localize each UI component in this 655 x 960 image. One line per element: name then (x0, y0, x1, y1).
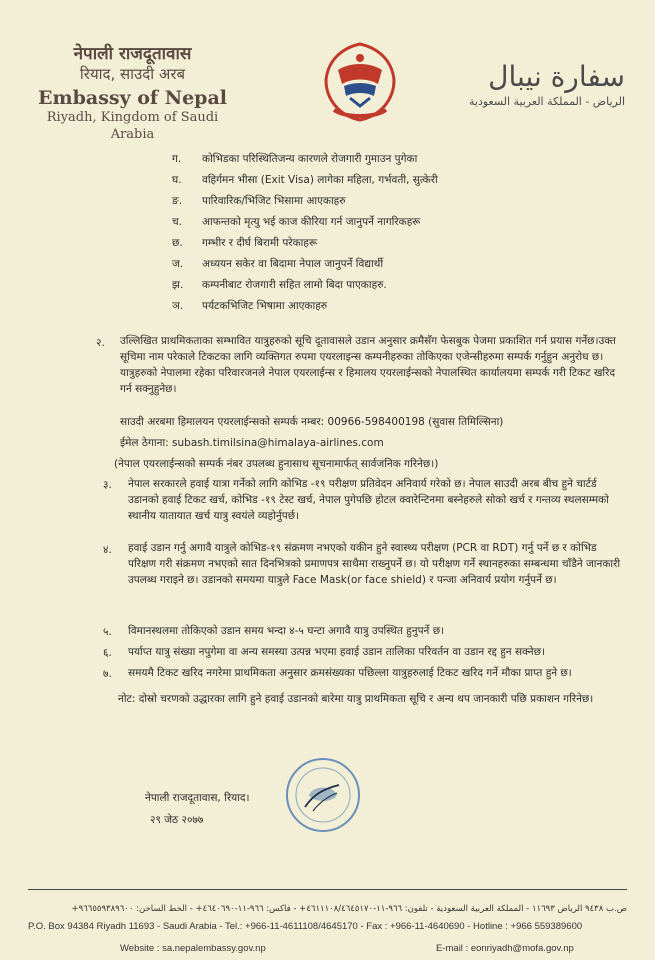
signature-block (145, 790, 249, 828)
list-marker: च. (172, 215, 183, 228)
footer-address (28, 921, 627, 932)
list-marker: झ. (172, 278, 184, 291)
signature-org: नेपाली राजदूतावास, रियाद। (145, 792, 250, 804)
para2-number: २. (96, 337, 105, 349)
english-embassy-name: Embassy of Nepal (38, 87, 227, 109)
list-item (172, 211, 592, 232)
nepali-embassy-name: नेपाली राजदूतावास (73, 44, 192, 64)
footer-address-text: P.O. Box 94384 Riyadh 11693 - Saudi Arabia - Tel.: +966-11-4611108/4645170 - Fax : +966-11-4640690 - Hotline : +966 559389600 (28, 921, 583, 932)
header-left (30, 44, 235, 143)
nepal-emblem-icon (320, 40, 400, 125)
list-text: कोभिडका परिस्थितिजन्य कारणले रोजगारी गुमाउन पुगेका (202, 152, 418, 165)
list-marker: ज. (172, 257, 184, 270)
list-text: अध्ययन सकेर वा बिदामा नेपाल जानुपर्ने विद्यार्थी (202, 257, 384, 270)
list-item (172, 232, 592, 253)
footer-divider (28, 889, 627, 890)
list-item (172, 274, 592, 295)
eligibility-list (172, 148, 592, 316)
list-text: गम्भीर र दीर्घ बिरामी परेकाहरू (202, 236, 318, 249)
list-marker: छ. (172, 236, 183, 249)
english-embassy-place: Riyadh, Kingdom of Saudi Arabia (46, 110, 219, 142)
para2-note: (नेपाल एयरलाईन्सको सम्पर्क नंबर उपलब्ध हुनासाथ सूचनामार्फत् सार्वजनिक गरिनेछ।) (114, 458, 439, 470)
embassy-stamp-icon (283, 755, 363, 835)
list-item (172, 253, 592, 274)
para5-text: विमानस्थलमा तोकिएको उडान समय भन्दा ४-५ घन्टा अगावै यात्रु उपस्थित हुनुपर्ने छ। (128, 625, 445, 637)
arabic-embassy-name: سفارة نيبال (488, 60, 625, 93)
para3-text: नेपाल सरकारले हवाई यात्रा गर्नेको लागि कोभिड -१९ परीक्षण प्रतिवेदन अनिवार्य गरेको छ। नेपाल साउदी अरब बीच हुने चार्टर्ड उडानको हवाई टिकट खर्च, कोभिड -१९ टेस्ट खर्च, नेपाल पुगेपछि होटल क्वारेन्टिनमा बस्नेहरुले सोको खर्च र गन्तव्य स्थलसम्मको स्थानीय यातायात खर्च यात्रु स्वयंले व्यहोर्नुपर्छ। (128, 478, 609, 522)
footer-website: Website : sa.nepalembassy.gov.np (120, 943, 266, 954)
para3-number: ३. (103, 479, 112, 491)
para7-number: ७. (103, 668, 112, 680)
list-text: पर्यटकभिजिट भिषामा आएकाहरु (202, 299, 328, 312)
nepali-embassy-place: रियाद, साउदी अरब (79, 65, 186, 83)
list-text: आफन्तको मृत्यु भई काज कीरिया गर्न जानुपर्ने नागरिकहरू (202, 215, 421, 228)
list-text: पारिवारिक/भिजिट भिसामा आएकाहरु (202, 194, 346, 207)
list-item (172, 148, 592, 169)
para6-number: ६. (103, 647, 112, 659)
list-item (172, 190, 592, 211)
para4-number: ४. (103, 544, 112, 556)
arabic-embassy-place: الرياض - المملكة العربية السعودية (468, 95, 625, 108)
para4-text: हवाई उडान गर्नु अगावै यात्रुले कोभिड-१९ संक्रमण नभएको यकीन हुने स्वास्थ्य परीक्षण (PCR वा RDT) गर्नु पर्ने छ र कोभिड परिक्षण गरी संक्रमण नभएको सात दिनभित्रको प्रमाणपत्र साथैमा राख्नुपर्ने छ। यो परीक्षण गर्ने स्थानहरुका सम्बन्धमा चाँडैने जानकारी उपलब्ध गराइने छ। उडानको समयमा यात्रुले Face Mask(or face shield) र पन्जा अनिवार्य प्रयोग गर्नुपर्ने छ। (128, 542, 621, 586)
para2-contact: साउदी अरबमा हिमालयन एयरलाईन्सको सम्पर्क नम्बर: 00966-598400198 (सुवास तिमिल्सिना) (120, 416, 504, 428)
list-marker: ग. (172, 152, 182, 165)
para5-number: ५. (103, 626, 112, 638)
para6-text: पर्याप्त यात्रु संख्या नपुगेमा वा अन्य समस्या उत्पन्न भएमा हवाई उडान तालिका परिवर्तन वा उडान रद्द हुन सक्नेछ। (128, 646, 545, 658)
list-marker: ङ. (172, 194, 183, 207)
list-text: कम्पनीबाट रोजगारी सहित लामो बिदा पाएकाहरु. (202, 278, 387, 291)
list-text: वहिर्गमन भीसा (Exit Visa) लागेका महिला, गर्भवती, सुत्केरी (202, 173, 438, 186)
list-item (172, 169, 592, 190)
signature-date: २९ जेठ २०७७ (150, 814, 204, 826)
footer-email: E-mail : eonriyadh@mofa.gov.np (436, 943, 574, 954)
list-marker: घ. (172, 173, 182, 186)
para2-email: ईमेल ठेगाना: subash.timilsina@himalaya-airlines.com (120, 437, 384, 449)
list-marker: ञ. (172, 299, 184, 312)
closing-note: नोट: दोस्रो चरणको उद्धारका लागि हुने हवाई उडानको बारेमा यात्रु प्राथमिकता सूचि र अन्य थप जानकारी पछि प्रकाशन गरिनेछ। (118, 693, 594, 705)
header-right (425, 60, 625, 110)
para7-text: समयमै टिकट खरिद नगरेमा प्राथमिकता अनुसार क्रमसंख्यका पछिल्ला यात्रुहरुलाई टिकट खरिद गर्ने मौका प्राप्त हुने छ। (128, 667, 572, 679)
para2-text: उल्लिखित प्राथमिकताका सम्भावित यात्रुहरुको सूचि दूतावासले उडान अनुसार क्रमैसँग फेसबुक पेजमा प्रकाशित गर्न प्रयास गर्नेछ।उक्त सूचिमा नाम परेकाले टिकटका लागि व्यक्तिगत रुपमा एयरलाइन्स कम्पनीहरुका तोकिएका एजेन्सीहरुमा सम्पर्क गर्नुहुन अनुरोध छ। यात्रुहरुको नेपालमा रहेका परिवारजनले नेपाल एयरलाईन्स र हिमालय एयरलाईन्सको नेपालस्थित कार्यालयमा सम्पर्क गरी टिकट खरिद गर्न सक्नुहुनेछ। (120, 335, 616, 395)
list-item (172, 295, 592, 316)
footer-arabic: ص.ب ٩٤٣٨ الرياض ١١٦٩٣ - المملكة العربية السعودية - تلفون: ٩٦٦-١١-٤٦١١١٠٨/٤٦٤٥١٧٠+ - فاكس: ٩٦٦-١١-٤٦٤٠٦٩٠+ - الخط الساخن: ٩٦٦٥٥٩٣٨٩٦٠٠+ (71, 904, 627, 914)
